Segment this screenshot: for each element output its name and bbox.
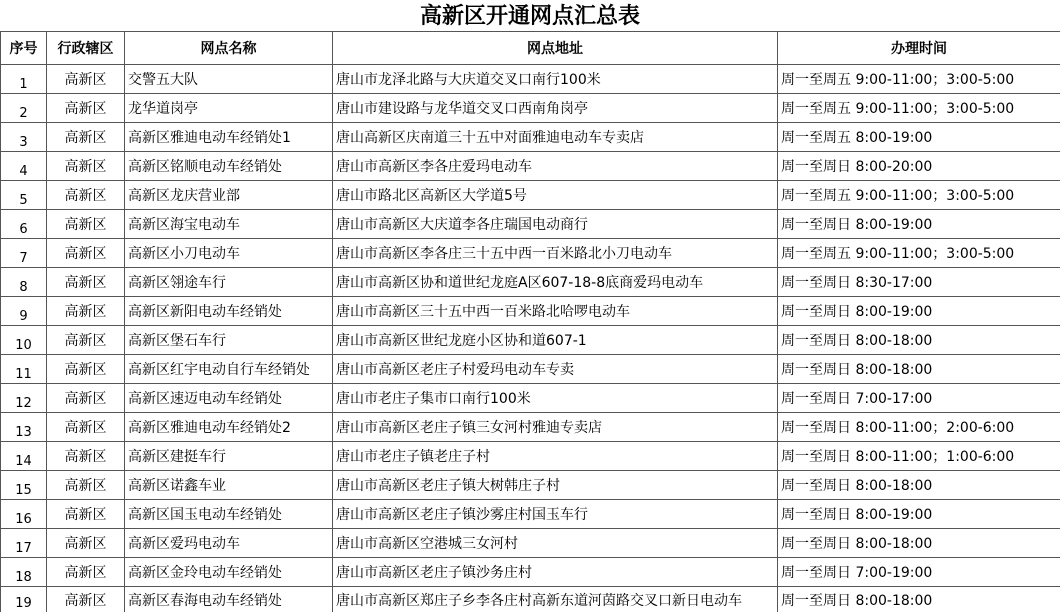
business-hours-cell[interactable]: 周一至周五 9:00-11:00；3:00-5:00	[778, 239, 1060, 268]
table-body	[1, 65, 1060, 612]
row-index-cell[interactable]: 14	[1, 442, 47, 471]
row-index-cell[interactable]: 18	[1, 558, 47, 587]
business-hours-cell[interactable]: 周一至周日 8:00-11:00；1:00-6:00	[778, 442, 1060, 471]
business-hours-cell[interactable]: 周一至周日 7:00-17:00	[778, 384, 1060, 413]
table-row	[1, 152, 1060, 181]
district-cell[interactable]: 高新区	[47, 297, 125, 326]
district-cell[interactable]: 高新区	[47, 558, 125, 587]
business-hours-cell[interactable]: 周一至周日 8:30-17:00	[778, 268, 1060, 297]
district-cell[interactable]: 高新区	[47, 268, 125, 297]
outlet-address-cell[interactable]: 唐山市龙泽北路与大庆道交叉口南行100米	[333, 65, 778, 94]
header-outlet-address[interactable]: 网点地址	[333, 32, 778, 65]
outlet-name-cell[interactable]: 高新区铭顺电动车经销处	[125, 152, 333, 181]
outlet-address-cell[interactable]: 唐山市高新区李各庄三十五中西一百米路北小刀电动车	[333, 239, 778, 268]
business-hours-cell[interactable]: 周一至周五 9:00-11:00；3:00-5:00	[778, 65, 1060, 94]
district-cell[interactable]: 高新区	[47, 94, 125, 123]
table-row	[1, 123, 1060, 152]
table-row	[1, 587, 1060, 612]
header-district[interactable]: 行政辖区	[47, 32, 125, 65]
business-hours-cell[interactable]: 周一至周日 8:00-18:00	[778, 355, 1060, 384]
outlet-address-cell[interactable]: 唐山市高新区空港城三女河村	[333, 529, 778, 558]
table-row	[1, 268, 1060, 297]
row-index-cell[interactable]: 13	[1, 413, 47, 442]
business-hours-cell[interactable]: 周一至周五 9:00-11:00；3:00-5:00	[778, 181, 1060, 210]
sheet-title: 高新区开通网点汇总表	[0, 0, 1060, 32]
business-hours-cell[interactable]: 周一至周日 8:00-20:00	[778, 152, 1060, 181]
district-cell[interactable]: 高新区	[47, 500, 125, 529]
district-cell[interactable]: 高新区	[47, 384, 125, 413]
outlet-address-cell[interactable]: 唐山市高新区老庄子镇三女河村雅迪专卖店	[333, 413, 778, 442]
outlet-name-cell[interactable]: 高新区小刀电动车	[125, 239, 333, 268]
header-outlet-name[interactable]: 网点名称	[125, 32, 333, 65]
row-index-cell[interactable]: 7	[1, 239, 47, 268]
row-index-cell[interactable]: 6	[1, 210, 47, 239]
row-index-cell[interactable]: 19	[1, 587, 47, 612]
district-cell[interactable]: 高新区	[47, 471, 125, 500]
business-hours-cell[interactable]: 周一至周日 8:00-11:00；2:00-6:00	[778, 413, 1060, 442]
row-index-cell[interactable]: 1	[1, 65, 47, 94]
business-hours-cell[interactable]: 周一至周日 8:00-18:00	[778, 471, 1060, 500]
outlet-name-cell[interactable]: 高新区速迈电动车经销处	[125, 384, 333, 413]
row-index-cell[interactable]: 5	[1, 181, 47, 210]
table-row	[1, 297, 1060, 326]
outlet-name-cell[interactable]: 交警五大队	[125, 65, 333, 94]
table-row	[1, 210, 1060, 239]
outlet-name-cell[interactable]: 龙华道岗亭	[125, 94, 333, 123]
table-row	[1, 384, 1060, 413]
district-cell[interactable]: 高新区	[47, 442, 125, 471]
district-cell[interactable]: 高新区	[47, 123, 125, 152]
row-index-cell[interactable]: 16	[1, 500, 47, 529]
business-hours-cell[interactable]: 周一至周日 8:00-18:00	[778, 529, 1060, 558]
district-cell[interactable]: 高新区	[47, 210, 125, 239]
table-row	[1, 65, 1060, 94]
outlet-address-cell[interactable]: 唐山市高新区三十五中西一百米路北哈啰电动车	[333, 297, 778, 326]
business-hours-cell[interactable]: 周一至周日 7:00-19:00	[778, 558, 1060, 587]
table-row	[1, 442, 1060, 471]
district-cell[interactable]: 高新区	[47, 65, 125, 94]
business-hours-cell[interactable]: 周一至周日 8:00-18:00	[778, 587, 1060, 612]
outlet-address-cell[interactable]: 唐山市高新区世纪龙庭小区协和道607-1	[333, 326, 778, 355]
outlet-address-cell[interactable]: 唐山市路北区高新区大学道5号	[333, 181, 778, 210]
row-index-cell[interactable]: 10	[1, 326, 47, 355]
outlet-name-cell[interactable]: 高新区建挺车行	[125, 442, 333, 471]
district-cell[interactable]: 高新区	[47, 529, 125, 558]
district-cell[interactable]: 高新区	[47, 239, 125, 268]
row-index-cell[interactable]: 9	[1, 297, 47, 326]
outlet-name-cell[interactable]: 高新区新阳电动车经销处	[125, 297, 333, 326]
outlet-name-cell[interactable]: 高新区爱玛电动车	[125, 529, 333, 558]
table-row	[1, 181, 1060, 210]
business-hours-cell[interactable]: 周一至周五 8:00-19:00	[778, 123, 1060, 152]
district-cell[interactable]: 高新区	[47, 326, 125, 355]
outlet-address-cell[interactable]: 唐山市高新区老庄子镇沙雾庄村国玉车行	[333, 500, 778, 529]
row-index-cell[interactable]: 8	[1, 268, 47, 297]
row-index-cell[interactable]: 15	[1, 471, 47, 500]
outlet-name-cell[interactable]: 高新区龙庆营业部	[125, 181, 333, 210]
row-index-cell[interactable]: 2	[1, 94, 47, 123]
outlet-address-cell[interactable]: 唐山市老庄子集市口南行100米	[333, 384, 778, 413]
business-hours-cell[interactable]: 周一至周日 8:00-18:00	[778, 326, 1060, 355]
table-row	[1, 326, 1060, 355]
business-hours-cell[interactable]: 周一至周日 8:00-19:00	[778, 210, 1060, 239]
outlet-address-cell[interactable]: 唐山市高新区老庄子镇沙务庄村	[333, 558, 778, 587]
table-row	[1, 413, 1060, 442]
outlet-name-cell[interactable]: 高新区堡石车行	[125, 326, 333, 355]
outlet-address-cell[interactable]: 唐山市建设路与龙华道交叉口西南角岗亭	[333, 94, 778, 123]
row-index-cell[interactable]: 3	[1, 123, 47, 152]
header-row	[1, 32, 1060, 65]
outlet-name-cell[interactable]: 高新区红宇电动自行车经销处	[125, 355, 333, 384]
outlet-name-cell[interactable]: 高新区国玉电动车经销处	[125, 500, 333, 529]
table-row	[1, 500, 1060, 529]
outlet-name-cell[interactable]: 高新区金玲电动车经销处	[125, 558, 333, 587]
outlet-name-cell[interactable]: 高新区春海电动车经销处	[125, 587, 333, 612]
outlet-address-cell[interactable]: 唐山市高新区协和道世纪龙庭A区607-18-8底商爱玛电动车	[333, 268, 778, 297]
row-index-cell[interactable]: 12	[1, 384, 47, 413]
outlet-name-cell[interactable]: 高新区海宝电动车	[125, 210, 333, 239]
outlet-address-cell[interactable]: 唐山市高新区郑庄子乡李各庄村高新东道河茵路交叉口新日电动车	[333, 587, 778, 612]
row-index-cell[interactable]: 4	[1, 152, 47, 181]
outlets-table	[0, 31, 1060, 612]
district-cell[interactable]: 高新区	[47, 413, 125, 442]
outlet-name-cell[interactable]: 高新区雅迪电动车经销处1	[125, 123, 333, 152]
table-row	[1, 355, 1060, 384]
outlet-name-cell[interactable]: 高新区诺鑫车业	[125, 471, 333, 500]
outlet-address-cell[interactable]: 唐山高新区庆南道三十五中对面雅迪电动车专卖店	[333, 123, 778, 152]
table-row	[1, 471, 1060, 500]
outlet-address-cell[interactable]: 唐山市高新区老庄子镇大树韩庄子村	[333, 471, 778, 500]
outlet-name-cell[interactable]: 高新区翎途车行	[125, 268, 333, 297]
table-row	[1, 94, 1060, 123]
row-index-cell[interactable]: 11	[1, 355, 47, 384]
district-cell[interactable]: 高新区	[47, 355, 125, 384]
district-cell[interactable]: 高新区	[47, 181, 125, 210]
business-hours-cell[interactable]: 周一至周日 8:00-19:00	[778, 297, 1060, 326]
outlet-address-cell[interactable]: 唐山市高新区大庆道李各庄瑞国电动商行	[333, 210, 778, 239]
business-hours-cell[interactable]: 周一至周五 9:00-11:00；3:00-5:00	[778, 94, 1060, 123]
district-cell[interactable]: 高新区	[47, 152, 125, 181]
header-business-hours[interactable]: 办理时间	[778, 32, 1060, 65]
table-row	[1, 239, 1060, 268]
outlet-name-cell[interactable]: 高新区雅迪电动车经销处2	[125, 413, 333, 442]
table-row	[1, 529, 1060, 558]
header-index[interactable]: 序号	[1, 32, 47, 65]
business-hours-cell[interactable]: 周一至周日 8:00-19:00	[778, 500, 1060, 529]
row-index-cell[interactable]: 17	[1, 529, 47, 558]
district-cell[interactable]: 高新区	[47, 587, 125, 612]
table-row	[1, 558, 1060, 587]
outlet-address-cell[interactable]: 唐山市老庄子镇老庄子村	[333, 442, 778, 471]
outlet-address-cell[interactable]: 唐山市高新区李各庄爱玛电动车	[333, 152, 778, 181]
outlet-address-cell[interactable]: 唐山市高新区老庄子村爱玛电动车专卖	[333, 355, 778, 384]
